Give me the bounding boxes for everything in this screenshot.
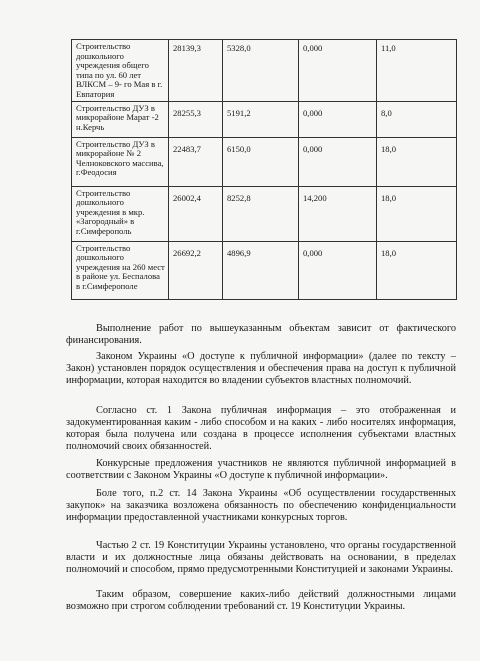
paragraph-4	[66, 458, 456, 482]
paragraph-text: Конкурсные предложения участников не являются публичной информацией в соответствии с Законом Украины «О доступе к публичной информации».	[66, 458, 456, 482]
value-cell: 18,0	[377, 186, 457, 241]
paragraph-text: Частью 2 ст. 19 Конституции Украины установлено, что органы государственной власти и их должностные лица обязаны действовать на основании, в пределах полномочий и способом, прямо предусмотренными Конституцией и законами Украины.	[66, 540, 456, 576]
value-cell: 14,200	[299, 186, 377, 241]
paragraph-5	[66, 488, 456, 524]
table-row	[72, 186, 457, 241]
value-cell: 26692,2	[169, 241, 223, 299]
value-cell: 0,000	[299, 241, 377, 299]
value-cell: 4896,9	[223, 241, 299, 299]
paragraph-2	[66, 351, 456, 387]
object-name-cell: Строительство дошкольного учреждения в мкр. «Загородный» в г.Симферополь	[72, 186, 169, 241]
value-cell: 11,0	[377, 40, 457, 102]
paragraph-7	[66, 589, 456, 613]
table-row	[72, 241, 457, 299]
paragraph-text: Согласно ст. 1 Закона публичная информация – это отображенная и задокументированная каким - либо способом и на каких - либо носителях информация, которая была получена или создана в процессе исполнения субъектами властных полномочий своих обязанностей.	[66, 405, 456, 453]
table-row	[72, 137, 457, 186]
construction-cost-table	[71, 39, 457, 300]
value-cell: 28139,3	[169, 40, 223, 102]
value-cell: 18,0	[377, 137, 457, 186]
paragraph-1	[66, 323, 456, 347]
value-cell: 5328,0	[223, 40, 299, 102]
paragraph-text: Боле того, п.2 ст. 14 Закона Украины «Об осуществлении государственных закупок» на заказчика возложена обязанность по обеспечению конфиденциальности информации предоставленной участниками конкурсных торгов.	[66, 488, 456, 524]
value-cell: 8,0	[377, 101, 457, 137]
paragraph-text: Законом Украины «О доступе к публичной информации» (далее по тексту – Закон) установлен порядок осуществления и обеспечения права на доступ к публичной информации, которая находится во владении субъектов властных полномочий.	[66, 351, 456, 387]
value-cell: 18,0	[377, 241, 457, 299]
object-name-cell: Строительство дошкольного учреждения общего типа по ул. 60 лет ВЛКСМ – 9- го Мая в г. Евпатория	[72, 40, 169, 102]
value-cell: 26002,4	[169, 186, 223, 241]
value-cell: 0,000	[299, 101, 377, 137]
value-cell: 5191,2	[223, 101, 299, 137]
value-cell: 8252,8	[223, 186, 299, 241]
table-row	[72, 101, 457, 137]
paragraph-6	[66, 540, 456, 576]
paragraph-text: Таким образом, совершение каких-либо действий должностными лицами возможно при строгом соблюдении требований ст. 19 Конституции Украины.	[66, 589, 456, 613]
value-cell: 22483,7	[169, 137, 223, 186]
value-cell: 6150,0	[223, 137, 299, 186]
value-cell: 28255,3	[169, 101, 223, 137]
object-name-cell: Строительство ДУЗ в микрорайоне № 2 Челноковского массива, г.Феодосия	[72, 137, 169, 186]
paragraph-3	[66, 405, 456, 453]
table-row	[72, 40, 457, 102]
paragraph-text: Выполнение работ по вышеуказанным объектам зависит от фактического финансирования.	[66, 323, 456, 347]
value-cell: 0,000	[299, 137, 377, 186]
object-name-cell: Строительство ДУЗ в микрорайоне Марат -2 н.Керчь	[72, 101, 169, 137]
value-cell: 0,000	[299, 40, 377, 102]
object-name-cell: Строительство дошкольного учреждения на 260 мест в районе ул. Беспалова в г.Симферополе	[72, 241, 169, 299]
